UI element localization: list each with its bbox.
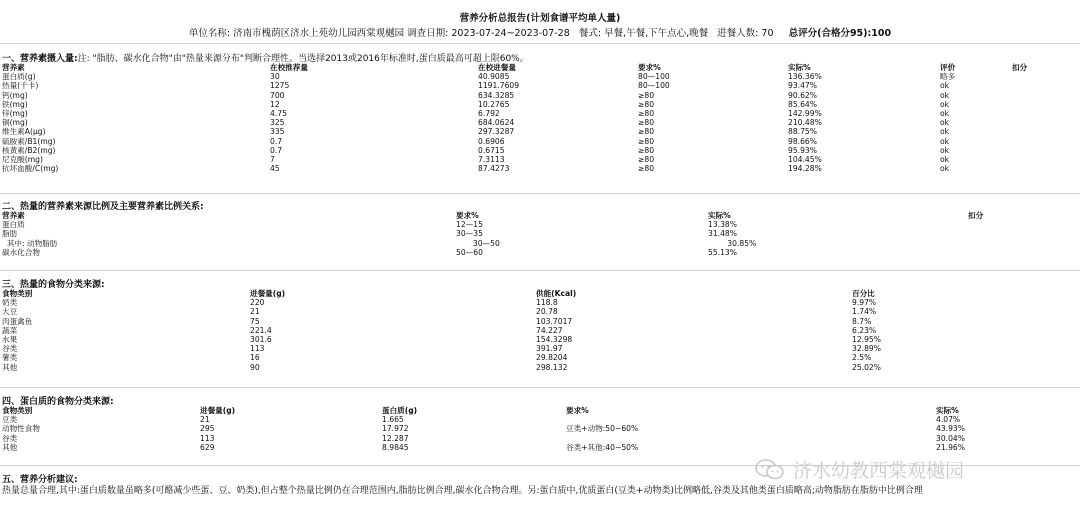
count-label: 进餐人数: <box>717 28 759 39</box>
table-header-row <box>2 63 1032 72</box>
watermark-text: 济水幼教西棠观樾园 <box>793 460 965 482</box>
column-header: 实际% <box>708 211 731 220</box>
table-cell: 1.665 <box>382 415 404 425</box>
table-cell <box>566 434 936 443</box>
table-cell: 核黄素/B2(mg) <box>2 145 56 155</box>
table-cell: 113 <box>250 344 265 354</box>
section1-heading: 一、营养素摄入量: <box>2 54 78 64</box>
table-cell: 12 <box>270 99 280 109</box>
table-cell: 55.13% <box>708 247 737 257</box>
table-cell: ≥80 <box>638 136 655 146</box>
table-cell: 豆类 <box>2 415 18 425</box>
table-cell: ok <box>940 127 950 137</box>
table-cell: 80—100 <box>638 72 670 82</box>
table-row <box>2 415 982 424</box>
column-header: 营养素 <box>2 211 25 220</box>
column-header: 食物类别 <box>2 406 33 415</box>
unit-name: 济南市槐荫区济水上苑幼儿园西棠观樾园 <box>233 28 405 39</box>
table-cell <box>968 220 1002 229</box>
table-cell: 30.85% <box>708 238 757 248</box>
table-cell: 动物性食物 <box>2 424 40 434</box>
table-cell: 谷类+其他:40~50% <box>566 442 639 452</box>
table-cell: ≥80 <box>638 109 655 119</box>
table-cell: 136.36% <box>788 72 822 82</box>
table-cell: 铜(mg) <box>2 118 28 128</box>
table-cell: 抗坏血酸/C(mg) <box>2 164 59 174</box>
table-cell <box>1012 127 1032 136</box>
table-row <box>2 100 1032 109</box>
table-cell: 20.78 <box>536 307 558 317</box>
table-row <box>2 118 1032 127</box>
total-score: 总评分(合格分95):100 <box>788 28 892 39</box>
table-row <box>2 335 902 344</box>
table-cell: 0.6906 <box>478 136 505 146</box>
table-cell: 其他 <box>2 442 18 452</box>
table-cell: 12.287 <box>382 433 409 443</box>
table-cell: 297.3287 <box>478 127 515 137</box>
table-cell: 113 <box>200 433 215 443</box>
table-cell: 142.99% <box>788 109 822 119</box>
table-cell: ok <box>940 109 950 119</box>
table-row <box>2 317 902 326</box>
table-cell: 221.4 <box>250 325 272 335</box>
table-cell: 391.97 <box>536 344 563 354</box>
table-row <box>2 137 1032 146</box>
table-cell: 谷类 <box>2 433 18 443</box>
divider <box>0 193 1080 194</box>
column-header: 要求% <box>638 63 661 72</box>
divider <box>0 43 1080 44</box>
protein-food-table <box>2 406 982 452</box>
table-cell: 30—50 <box>456 238 500 248</box>
table-cell: 30 <box>270 72 280 82</box>
table-row <box>2 229 1002 238</box>
table-cell: 碳水化合物 <box>2 247 40 257</box>
table-cell: ok <box>940 155 950 165</box>
table-cell <box>1012 72 1032 81</box>
table-row <box>2 363 902 372</box>
table-cell: 16 <box>250 353 260 363</box>
meals-label: 餐式: <box>578 28 602 39</box>
energy-source-table <box>2 211 1002 257</box>
table-cell: 水果 <box>2 335 18 345</box>
column-header: 在校进餐量 <box>478 63 516 72</box>
column-header: 评价 <box>940 63 956 72</box>
table-cell: ≥80 <box>638 145 655 155</box>
table-cell: 蔬菜 <box>2 325 18 335</box>
date-range: 2023-07-24~2023-07-28 <box>451 28 570 39</box>
table-cell: ≥80 <box>638 90 655 100</box>
table-row <box>2 326 902 335</box>
unit-label: 单位名称: <box>188 28 231 39</box>
table-header-row <box>2 211 1002 220</box>
table-cell: 634.3285 <box>478 90 515 100</box>
table-cell: 325 <box>270 118 285 128</box>
table-cell: 104.45% <box>788 155 822 165</box>
table-cell <box>968 229 1002 238</box>
table-cell: 29.8204 <box>536 353 568 363</box>
table-cell: 118.8 <box>536 298 558 308</box>
report-header <box>0 25 1080 39</box>
column-header: 进餐量(g) <box>200 406 236 415</box>
table-cell: 629 <box>200 442 215 452</box>
table-cell: 74.227 <box>536 325 563 335</box>
table-cell: 钙(mg) <box>2 90 28 100</box>
table-cell: 10.2765 <box>478 99 510 109</box>
table-cell: 薯类 <box>2 353 18 363</box>
table-cell: 98.66% <box>788 136 817 146</box>
table-cell: 21.96% <box>936 442 965 452</box>
table-cell <box>1012 81 1032 90</box>
column-header: 进餐量(g) <box>250 289 286 298</box>
table-cell: 700 <box>270 90 285 100</box>
table-cell: 210.48% <box>788 118 822 128</box>
column-header: 蛋白质(g) <box>382 406 418 415</box>
table-cell: 220 <box>250 298 265 308</box>
table-cell: 80—100 <box>638 81 670 91</box>
table-cell: 21 <box>200 415 210 425</box>
table-cell: 肉蛋禽鱼 <box>2 316 33 326</box>
table-cell: 87.4273 <box>478 164 510 174</box>
column-header: 在校推荐量 <box>270 63 308 72</box>
table-cell <box>1012 155 1032 164</box>
table-cell: 95.93% <box>788 145 817 155</box>
table-row <box>2 91 1032 100</box>
table-cell: 1.74% <box>852 307 877 317</box>
table-cell: 豆类+动物:50~60% <box>566 424 639 434</box>
table-cell: ok <box>940 118 950 128</box>
table-cell <box>1012 109 1032 118</box>
table-cell <box>968 239 1002 248</box>
table-cell: 4.07% <box>936 415 961 425</box>
table-cell: 谷类 <box>2 344 18 354</box>
table-cell: 21 <box>250 307 260 317</box>
divider <box>0 270 1080 271</box>
table-cell <box>1012 146 1032 155</box>
divider <box>0 387 1080 388</box>
table-row <box>2 307 902 316</box>
table-row <box>2 353 902 362</box>
table-cell: 0.7 <box>270 145 283 155</box>
table-row <box>2 239 1002 248</box>
table-cell: 30—35 <box>456 229 483 239</box>
date-label: 调查日期: <box>407 28 449 39</box>
section3-title: 三、热量的食物分类来源: <box>2 280 105 290</box>
table-cell: 其中: 动物脂肪 <box>2 238 58 248</box>
table-cell: 0.6715 <box>478 145 505 155</box>
table-cell: 17.972 <box>382 424 409 434</box>
table-cell: 12—15 <box>456 220 483 230</box>
table-cell <box>1012 164 1032 173</box>
table-cell: 略多 <box>940 72 956 82</box>
table-row <box>2 155 1032 164</box>
table-cell: 8.7% <box>852 316 872 326</box>
table-cell: 大豆 <box>2 307 18 317</box>
table-row <box>2 109 1032 118</box>
table-row <box>2 220 1002 229</box>
table-cell: 31.48% <box>708 229 737 239</box>
column-header: 百分比 <box>852 289 875 298</box>
table-cell: 335 <box>270 127 285 137</box>
table-cell: ok <box>940 145 950 155</box>
table-cell: 维生素A(μg) <box>2 127 46 137</box>
table-cell: 298.132 <box>536 362 568 372</box>
table-cell: 1275 <box>270 81 290 91</box>
table-cell: 30.04% <box>936 433 965 443</box>
section5-title: 五、营养分析建议: <box>2 475 78 485</box>
table-cell: ok <box>940 136 950 146</box>
page-title: 营养分析总报告(计划食谱平均单人量) <box>459 13 621 24</box>
table-cell: ≥80 <box>638 155 655 165</box>
table-cell: 铁(mg) <box>2 99 28 109</box>
section1-note: 注: "脂肪、碳水化合物"由"热量来源分布"判断合理性。当选择2013或2016年标准时,蛋白质最高可超上限60%。 <box>77 54 529 64</box>
table-cell: 4.75 <box>270 109 287 119</box>
count-value: 70 <box>761 28 774 39</box>
table-cell: 脂肪 <box>2 229 18 239</box>
table-cell: 锌(mg) <box>2 109 28 119</box>
column-header: 要求% <box>566 406 589 415</box>
table-cell: 194.28% <box>788 164 822 174</box>
table-cell: ok <box>940 90 950 100</box>
table-cell: 88.75% <box>788 127 817 137</box>
column-header: 营养素 <box>2 63 25 72</box>
column-header: 食物类别 <box>2 289 33 298</box>
table-cell: 尼克酸(mg) <box>2 155 43 165</box>
table-cell: 301.6 <box>250 335 272 345</box>
nutrient-intake-table <box>2 63 1032 173</box>
analysis-advice: 热量总量合理,其中:蛋白质数量虽略多(可酪减少些蛋、豆、奶类),但占整个热量比例仍在合理范围内,脂肪比例合理,碳水化合物合理。另:蛋白质中,优质蛋白(豆类+动物类)比例略低,谷类及其他类蛋白质略高;动物脂肪在脂肪中比例合理 <box>2 486 923 496</box>
wechat-icon <box>755 459 785 481</box>
table-cell: 1191.7609 <box>478 81 520 91</box>
table-header-row <box>2 289 902 298</box>
table-cell: 90.62% <box>788 90 817 100</box>
table-cell: 295 <box>200 424 215 434</box>
meals-value: 早餐,午餐,下午点心,晚餐 <box>604 28 709 39</box>
table-cell: 热量(千卡) <box>2 81 39 91</box>
table-cell: 蛋白质 <box>2 220 25 230</box>
table-cell: 103.7017 <box>536 316 573 326</box>
table-cell: 154.3298 <box>536 335 573 345</box>
section2-title: 二、热量的营养素来源比例及主要营养素比例关系: <box>2 202 204 212</box>
table-cell <box>1012 118 1032 127</box>
table-cell: 684.0624 <box>478 118 515 128</box>
table-row <box>2 72 1032 81</box>
table-row <box>2 344 902 353</box>
table-cell: 75 <box>250 316 260 326</box>
table-cell: 9.97% <box>852 298 877 308</box>
table-cell: 43.93% <box>936 424 965 434</box>
table-cell: 25.02% <box>852 362 881 372</box>
table-row <box>2 424 982 433</box>
table-cell <box>1012 137 1032 146</box>
table-cell: 其他 <box>2 362 18 372</box>
table-row <box>2 434 982 443</box>
table-cell: 奶类 <box>2 298 18 308</box>
table-cell: 40.9085 <box>478 72 510 82</box>
table-cell <box>1012 100 1032 109</box>
table-cell: 12.95% <box>852 335 881 345</box>
table-cell: 90 <box>250 362 260 372</box>
table-cell: 6.792 <box>478 109 500 119</box>
table-cell: 7.3113 <box>478 155 505 165</box>
table-cell <box>566 415 936 424</box>
table-cell: 2.5% <box>852 353 872 363</box>
table-cell: 93.47% <box>788 81 817 91</box>
table-cell: 6.23% <box>852 325 877 335</box>
table-cell: ≥80 <box>638 99 655 109</box>
section4-title: 四、蛋白质的食物分类来源: <box>2 397 114 407</box>
watermark <box>755 456 964 483</box>
table-cell: 7 <box>270 155 275 165</box>
table-cell: 13.38% <box>708 220 737 230</box>
table-cell: ≥80 <box>638 164 655 174</box>
table-cell: 蛋白质(g) <box>2 72 36 82</box>
table-cell: ok <box>940 81 950 91</box>
table-cell: ≥80 <box>638 127 655 137</box>
table-row <box>2 164 1032 173</box>
table-cell: 硫胺素/B1(mg) <box>2 136 56 146</box>
table-cell: 32.89% <box>852 344 881 354</box>
table-cell <box>1012 91 1032 100</box>
column-header: 扣分 <box>968 211 984 220</box>
energy-food-table <box>2 289 902 372</box>
table-cell: 45 <box>270 164 280 174</box>
table-header-row <box>2 406 982 415</box>
table-cell: 8.9845 <box>382 442 409 452</box>
table-row <box>2 298 902 307</box>
column-header: 扣分 <box>1012 63 1028 72</box>
column-header: 要求% <box>456 211 479 220</box>
table-row <box>2 127 1032 136</box>
table-cell: ok <box>940 164 950 174</box>
column-header: 实际% <box>788 63 811 72</box>
table-cell: ok <box>940 99 950 109</box>
table-row <box>2 248 1002 257</box>
table-cell: ≥80 <box>638 118 655 128</box>
table-cell <box>968 248 1002 257</box>
table-row <box>2 81 1032 90</box>
table-cell: 0.7 <box>270 136 283 146</box>
table-row <box>2 146 1032 155</box>
table-cell: 85.64% <box>788 99 817 109</box>
table-row <box>2 443 982 452</box>
table-cell: 50—60 <box>456 247 483 257</box>
column-header: 实际% <box>936 406 959 415</box>
column-header: 供能(Kcal) <box>536 289 577 298</box>
